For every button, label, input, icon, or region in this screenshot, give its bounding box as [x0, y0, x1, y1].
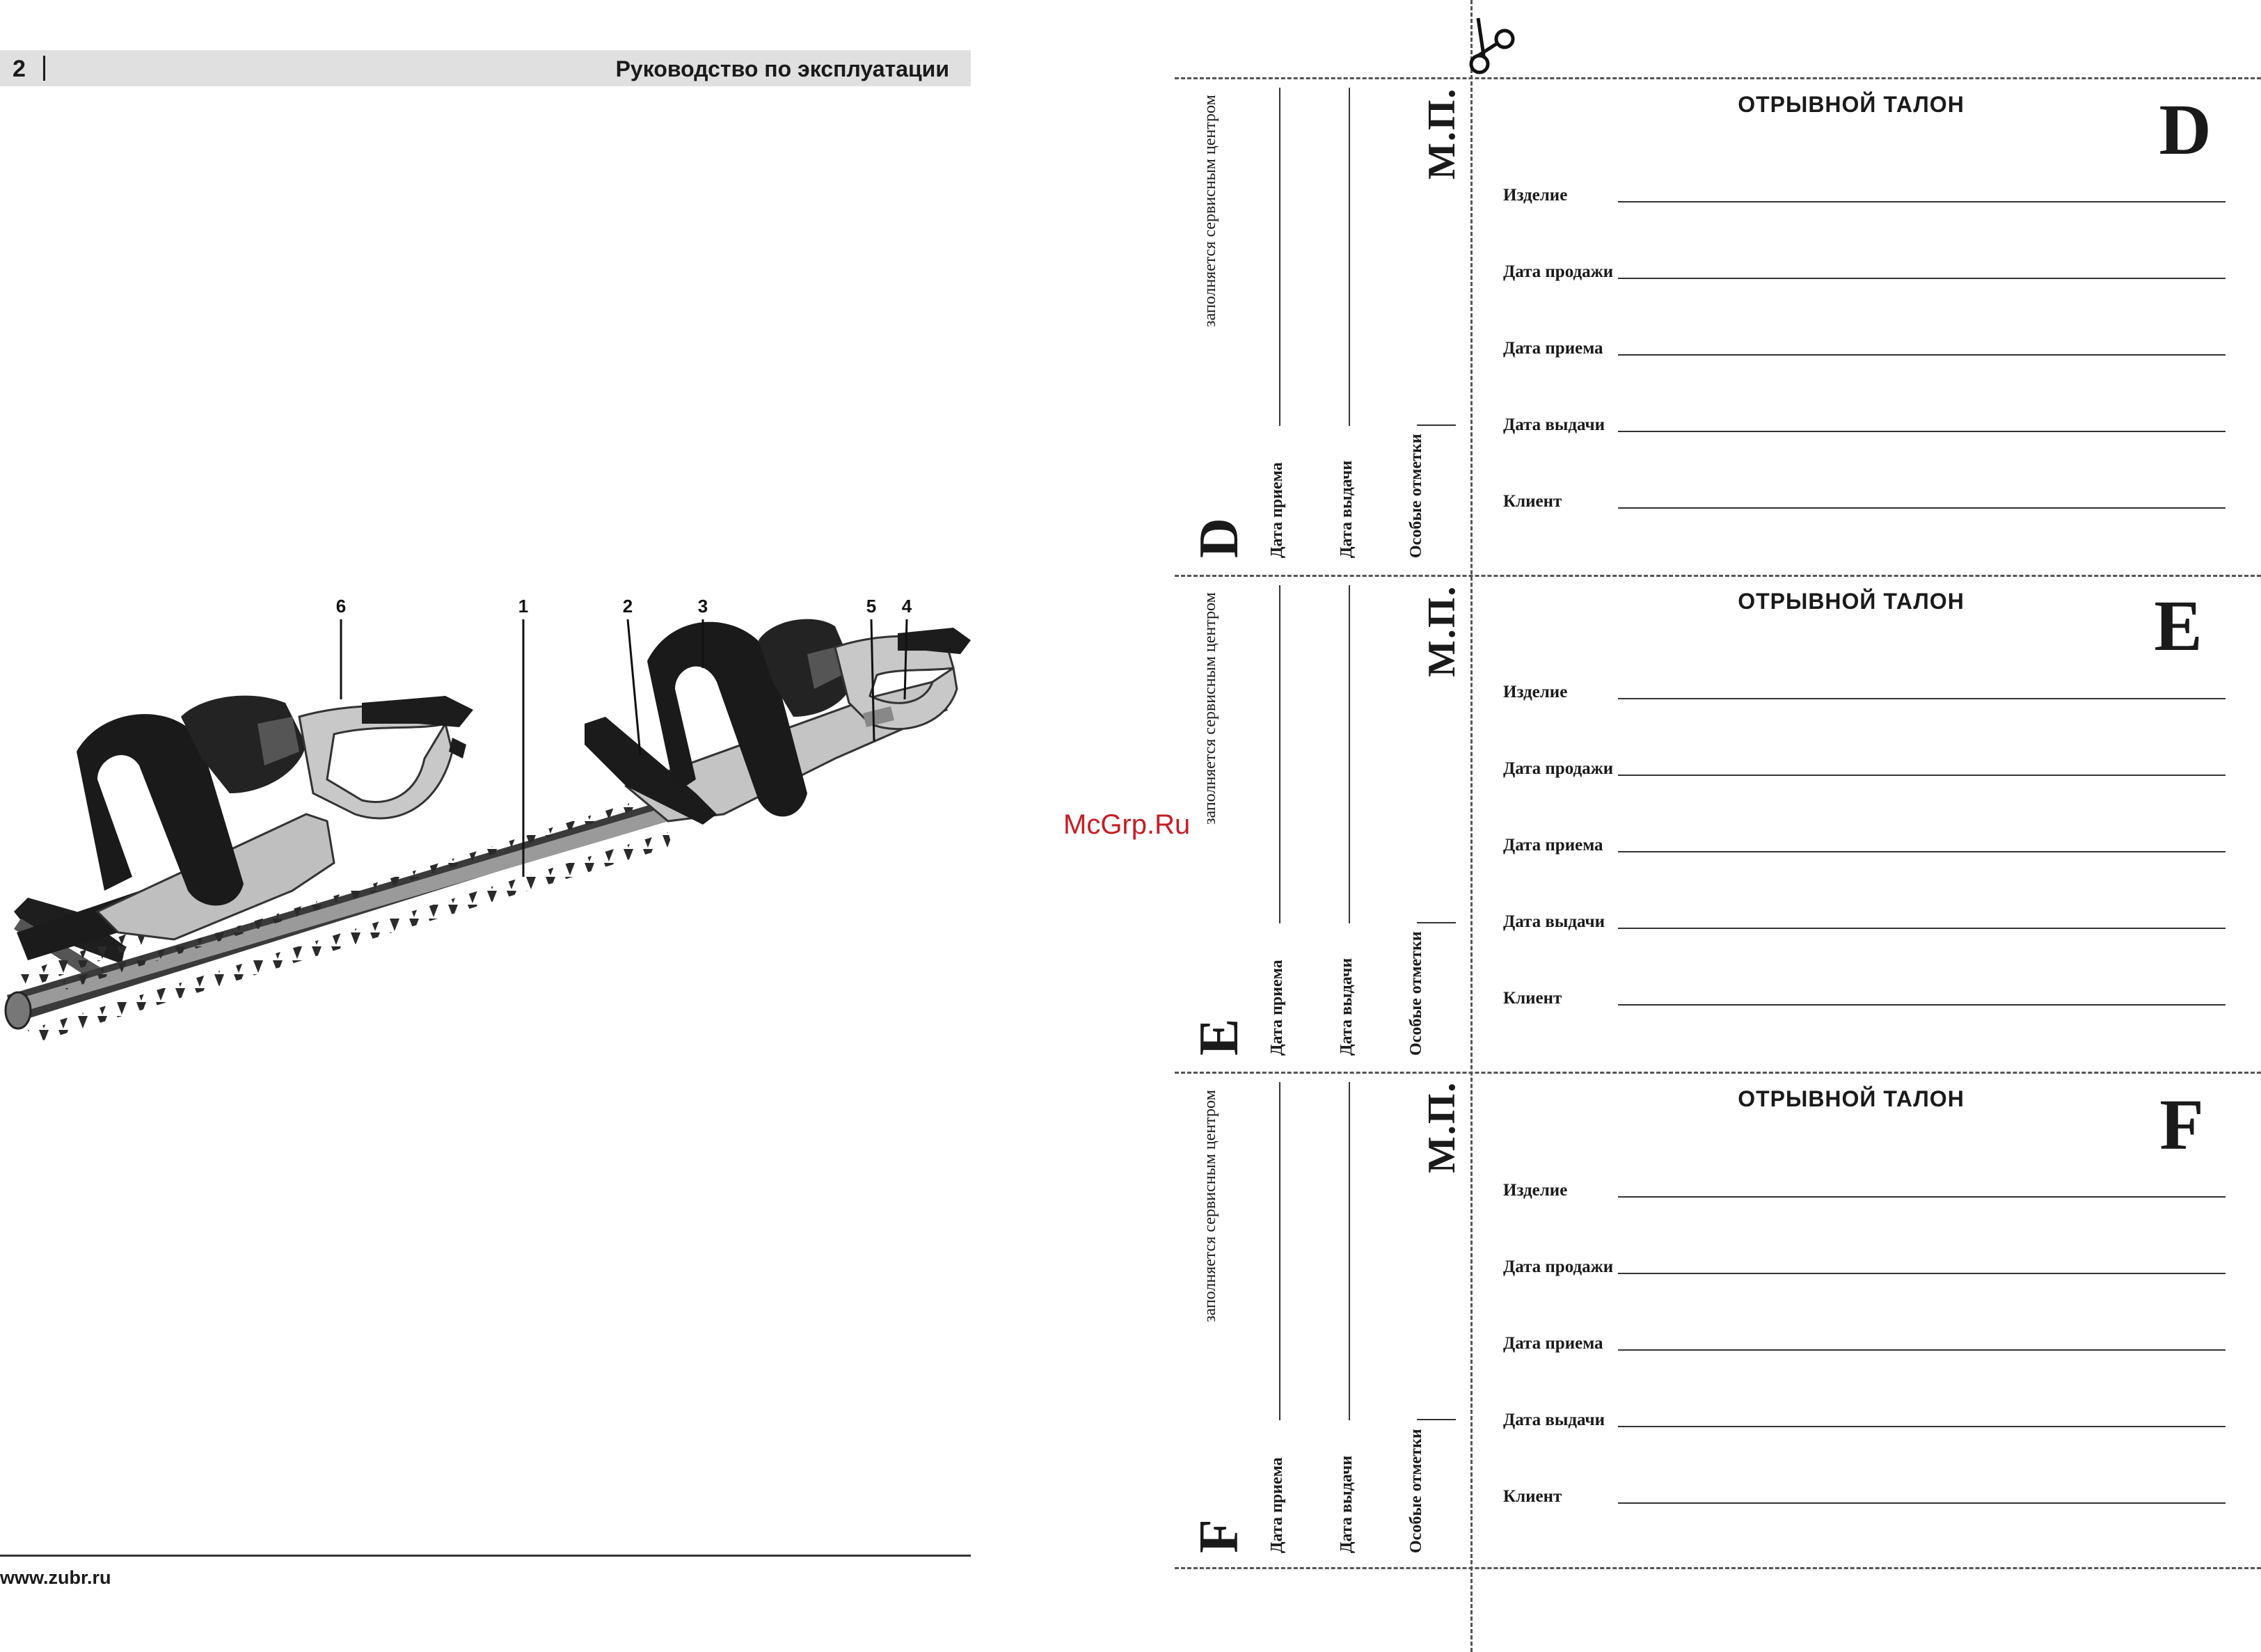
field-label-product-d: Изделие	[1503, 186, 1568, 205]
field-label-sale-date-d: Дата продажи	[1503, 262, 1614, 281]
field-label-received-date-f: Дата приема	[1503, 1334, 1603, 1353]
stub-letter-d: D	[1189, 518, 1250, 558]
field-line-issued-date-e	[1618, 928, 2226, 929]
footer-url: www.zubr.ru	[0, 1567, 111, 1588]
field-line-product-d	[1618, 201, 2226, 202]
field-line-received-date-f	[1618, 1349, 2226, 1351]
stub-received-label-f: Дата приема	[1268, 1457, 1286, 1553]
field-label-issued-date-e: Дата выдачи	[1503, 912, 1605, 931]
stub-service-note-f: заполняется сервисным центром	[1201, 1090, 1219, 1322]
stub-line-issued-e	[1349, 585, 1350, 923]
field-label-client-e: Клиент	[1503, 989, 1562, 1008]
page-number: 2	[13, 56, 26, 82]
stub-issued-label-f: Дата выдачи	[1338, 1455, 1356, 1553]
trimmer-front	[6, 619, 971, 1044]
callout-5: 5	[866, 596, 877, 617]
field-line-received-date-e	[1618, 851, 2226, 852]
stub-issued-label-d: Дата выдачи	[1338, 460, 1356, 558]
stub-line-received-e	[1279, 585, 1280, 923]
callout-1: 1	[518, 596, 529, 617]
coupon-letter-f: F	[2159, 1085, 2204, 1165]
field-label-issued-date-d: Дата выдачи	[1503, 415, 1605, 434]
field-line-received-date-d	[1618, 354, 2226, 356]
footer-rule	[0, 1555, 971, 1557]
cut-line-ef	[1175, 1072, 2261, 1074]
callout-2: 2	[622, 596, 633, 617]
stub-notes-label-e: Особые отметки	[1407, 931, 1425, 1056]
stub-notes-label-d: Особые отметки	[1407, 434, 1425, 558]
coupon-letter-e: E	[2154, 586, 2203, 666]
cut-line-top	[1175, 77, 2261, 79]
field-line-issued-date-f	[1618, 1426, 2226, 1427]
field-label-received-date-e: Дата приема	[1503, 836, 1603, 855]
field-label-client-f: Клиент	[1503, 1487, 1562, 1506]
field-line-client-f	[1618, 1502, 2226, 1504]
field-line-issued-date-d	[1618, 431, 2226, 432]
field-line-sale-date-d	[1618, 278, 2226, 279]
field-label-client-d: Клиент	[1503, 492, 1562, 511]
watermark: McGrp.Ru	[1063, 809, 1191, 840]
stub-letter-f: F	[1189, 1519, 1250, 1553]
cut-line-de	[1175, 575, 2261, 577]
stub-line-notes-d	[1417, 424, 1456, 426]
header-separator	[43, 56, 45, 81]
stub-notes-label-f: Особые отметки	[1407, 1429, 1425, 1553]
manual-title: Руководство по эксплуатации	[615, 56, 949, 81]
coupon-title-f: ОТРЫВНОЙ ТАЛОН	[1738, 1086, 1965, 1111]
coupon-letter-d: D	[2159, 90, 2212, 170]
field-line-client-e	[1618, 1004, 2226, 1006]
callout-3: 3	[697, 596, 708, 617]
stub-received-label-d: Дата приема	[1268, 462, 1286, 558]
stub-line-notes-e	[1417, 922, 1456, 923]
field-label-product-f: Изделие	[1503, 1181, 1568, 1200]
stub-received-label-e: Дата приема	[1268, 960, 1286, 1056]
field-line-client-d	[1618, 507, 2226, 509]
field-line-product-e	[1618, 698, 2226, 699]
stub-line-notes-f	[1417, 1419, 1456, 1420]
stub-line-issued-f	[1349, 1082, 1350, 1420]
stub-stamp-d: М.П.	[1420, 87, 1463, 180]
stub-line-received-d	[1279, 88, 1280, 426]
stub-stamp-e: М.П.	[1420, 585, 1463, 677]
callout-4: 4	[901, 596, 912, 617]
coupon-title-e: ОТРЫВНОЙ ТАЛОН	[1738, 589, 1965, 614]
field-label-product-e: Изделие	[1503, 683, 1568, 701]
field-line-sale-date-e	[1618, 775, 2226, 776]
scissors-icon	[1468, 15, 1516, 75]
field-label-sale-date-e: Дата продажи	[1503, 759, 1614, 778]
coupon-title-d: ОТРЫВНОЙ ТАЛОН	[1738, 92, 1965, 117]
stub-letter-e: E	[1189, 1018, 1250, 1056]
field-label-issued-date-f: Дата выдачи	[1503, 1411, 1605, 1429]
field-label-received-date-d: Дата приема	[1503, 339, 1603, 358]
cut-line-bottom	[1175, 1567, 2261, 1569]
field-line-product-f	[1618, 1196, 2226, 1198]
hedge-trimmer-illustration	[0, 585, 974, 1072]
stub-issued-label-e: Дата выдачи	[1338, 958, 1356, 1056]
stub-service-note-e: заполняется сервисным центром	[1201, 592, 1219, 825]
field-label-sale-date-f: Дата продажи	[1503, 1257, 1614, 1276]
vertical-cut-line	[1470, 0, 1473, 1652]
field-line-sale-date-f	[1618, 1273, 2226, 1274]
stub-line-received-f	[1279, 1082, 1280, 1420]
stub-stamp-f: М.П.	[1420, 1081, 1463, 1173]
stub-line-issued-d	[1349, 88, 1350, 426]
stub-service-note-d: заполняется сервисным центром	[1201, 95, 1219, 327]
callout-6: 6	[335, 596, 347, 617]
